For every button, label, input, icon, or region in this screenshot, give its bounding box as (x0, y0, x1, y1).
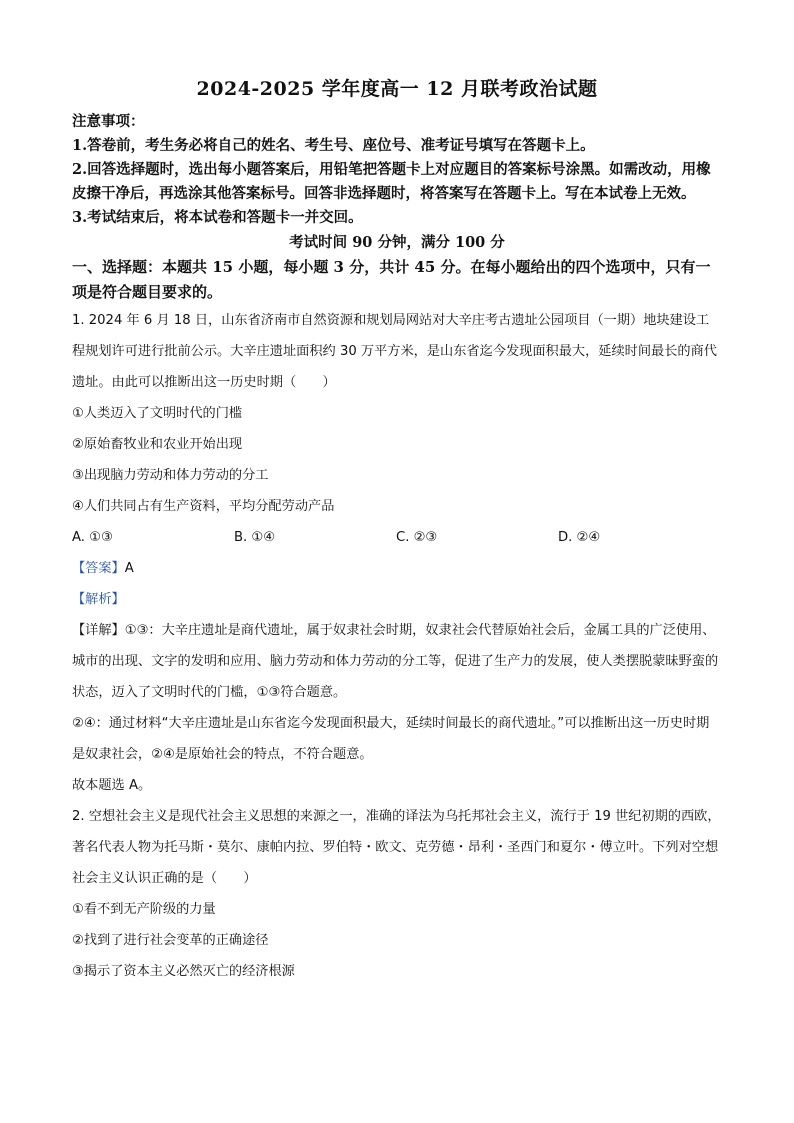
notice-item: 1.答卷前，考生务必将自己的姓名、考生号、座位号、准考证号填写在答题卡上。 (72, 137, 595, 154)
notice-item: 2.回答选择题时，选出每小题答案后，用铅笔把答题卡上对应题目的答案标号涂黑。如需改动，用橡皮擦干净后，再选涂其他答案标号。回答非选择题时，将答案写在答题卡上。写在本试卷上无效。 (72, 161, 711, 202)
detail-tag: 【详解】 (72, 623, 125, 638)
question-1-item: ③出现脑力劳动和体力劳动的分工 (72, 468, 269, 483)
option-d: D. ②④ (558, 530, 601, 545)
question-2-item: ②找到了进行社会变革的正确途径 (72, 933, 269, 948)
answer-tag: 【答案】 (72, 561, 125, 576)
conclusion: 故本题选 A。 (72, 778, 152, 793)
notice-heading: 注意事项： (72, 113, 145, 130)
option-c: C. ②③ (396, 530, 438, 545)
page-title: 2024-2025 学年度高一 12 月联考政治试题 (196, 78, 598, 100)
question-1-item: ②原始畜牧业和农业开始出现 (72, 437, 243, 452)
exam-page (72, 64, 722, 987)
question-2-stem: 2. 空想社会主义是现代社会主义思想的来源之一，准确的译法为乌托邦社会主义，流行于 19 世纪初期的西欧，著名代表人物为托马斯・莫尔、康帕内拉、罗伯特・欧文、克劳德・昂利・圣西门和夏尔・傅立叶。下列对空想社会主义认识正确的是（ ） (72, 809, 721, 886)
detail-paragraph (72, 615, 722, 708)
question-1-options (72, 522, 722, 553)
detail-text: ①③：大辛庄遗址是商代遗址，属于奴隶社会时期，奴隶社会代替原始社会后，金属工具的广泛使用、城市的出现、文字的发明和应用、脑力劳动和体力劳动的分工等，促进了生产力的发展，使人类摆脱蒙昧野蛮的状态，迈入了文明时代的门槛，①③符合题意。 (72, 623, 719, 700)
detail-paragraph-2: ②④：通过材料“大辛庄遗址是山东省迄今发现面积最大，延续时间最长的商代遗址。”可以推断出这一历史时期是奴隶社会，②④是原始社会的特点，不符合题意。 (72, 716, 710, 762)
notice-item: 3.考试结束后，将本试卷和答题卡一并交回。 (72, 209, 363, 226)
section-heading: 一、选择题：本题共 15 小题，每小题 3 分，共计 45 分。在每小题给出的四个选项中，只有一项是符合题目要求的。 (72, 258, 711, 301)
option-a: A. ①③ (72, 530, 113, 545)
question-1-item: ④人们共同占有生产资料，平均分配劳动产品 (72, 499, 335, 514)
question-2-item: ①看不到无产阶级的力量 (72, 902, 216, 917)
answer-value: A (124, 561, 134, 576)
question-2-item: ③揭示了资本主义必然灭亡的经济根源 (72, 964, 295, 979)
question-1-stem: 1. 2024 年 6 月 18 日，山东省济南市自然资源和规划局网站对大辛庄考古遗址公园项目（一期）地块建设工程规划许可进行批前公示。大辛庄遗址面积约 30 万平方米，是山东省迄今发现面积最大，延续时间最长的商代遗址。由此可以推断出这一历史时期（ ） (72, 313, 717, 390)
exam-time: 考试时间 90 分钟，满分 100 分 (289, 234, 505, 251)
answer-line (72, 553, 722, 584)
analysis-line (72, 584, 722, 615)
option-b: B. ①④ (234, 530, 276, 545)
question-1-item: ①人类迈入了文明时代的门槛 (72, 406, 243, 421)
analysis-tag: 【解析】 (72, 592, 125, 607)
